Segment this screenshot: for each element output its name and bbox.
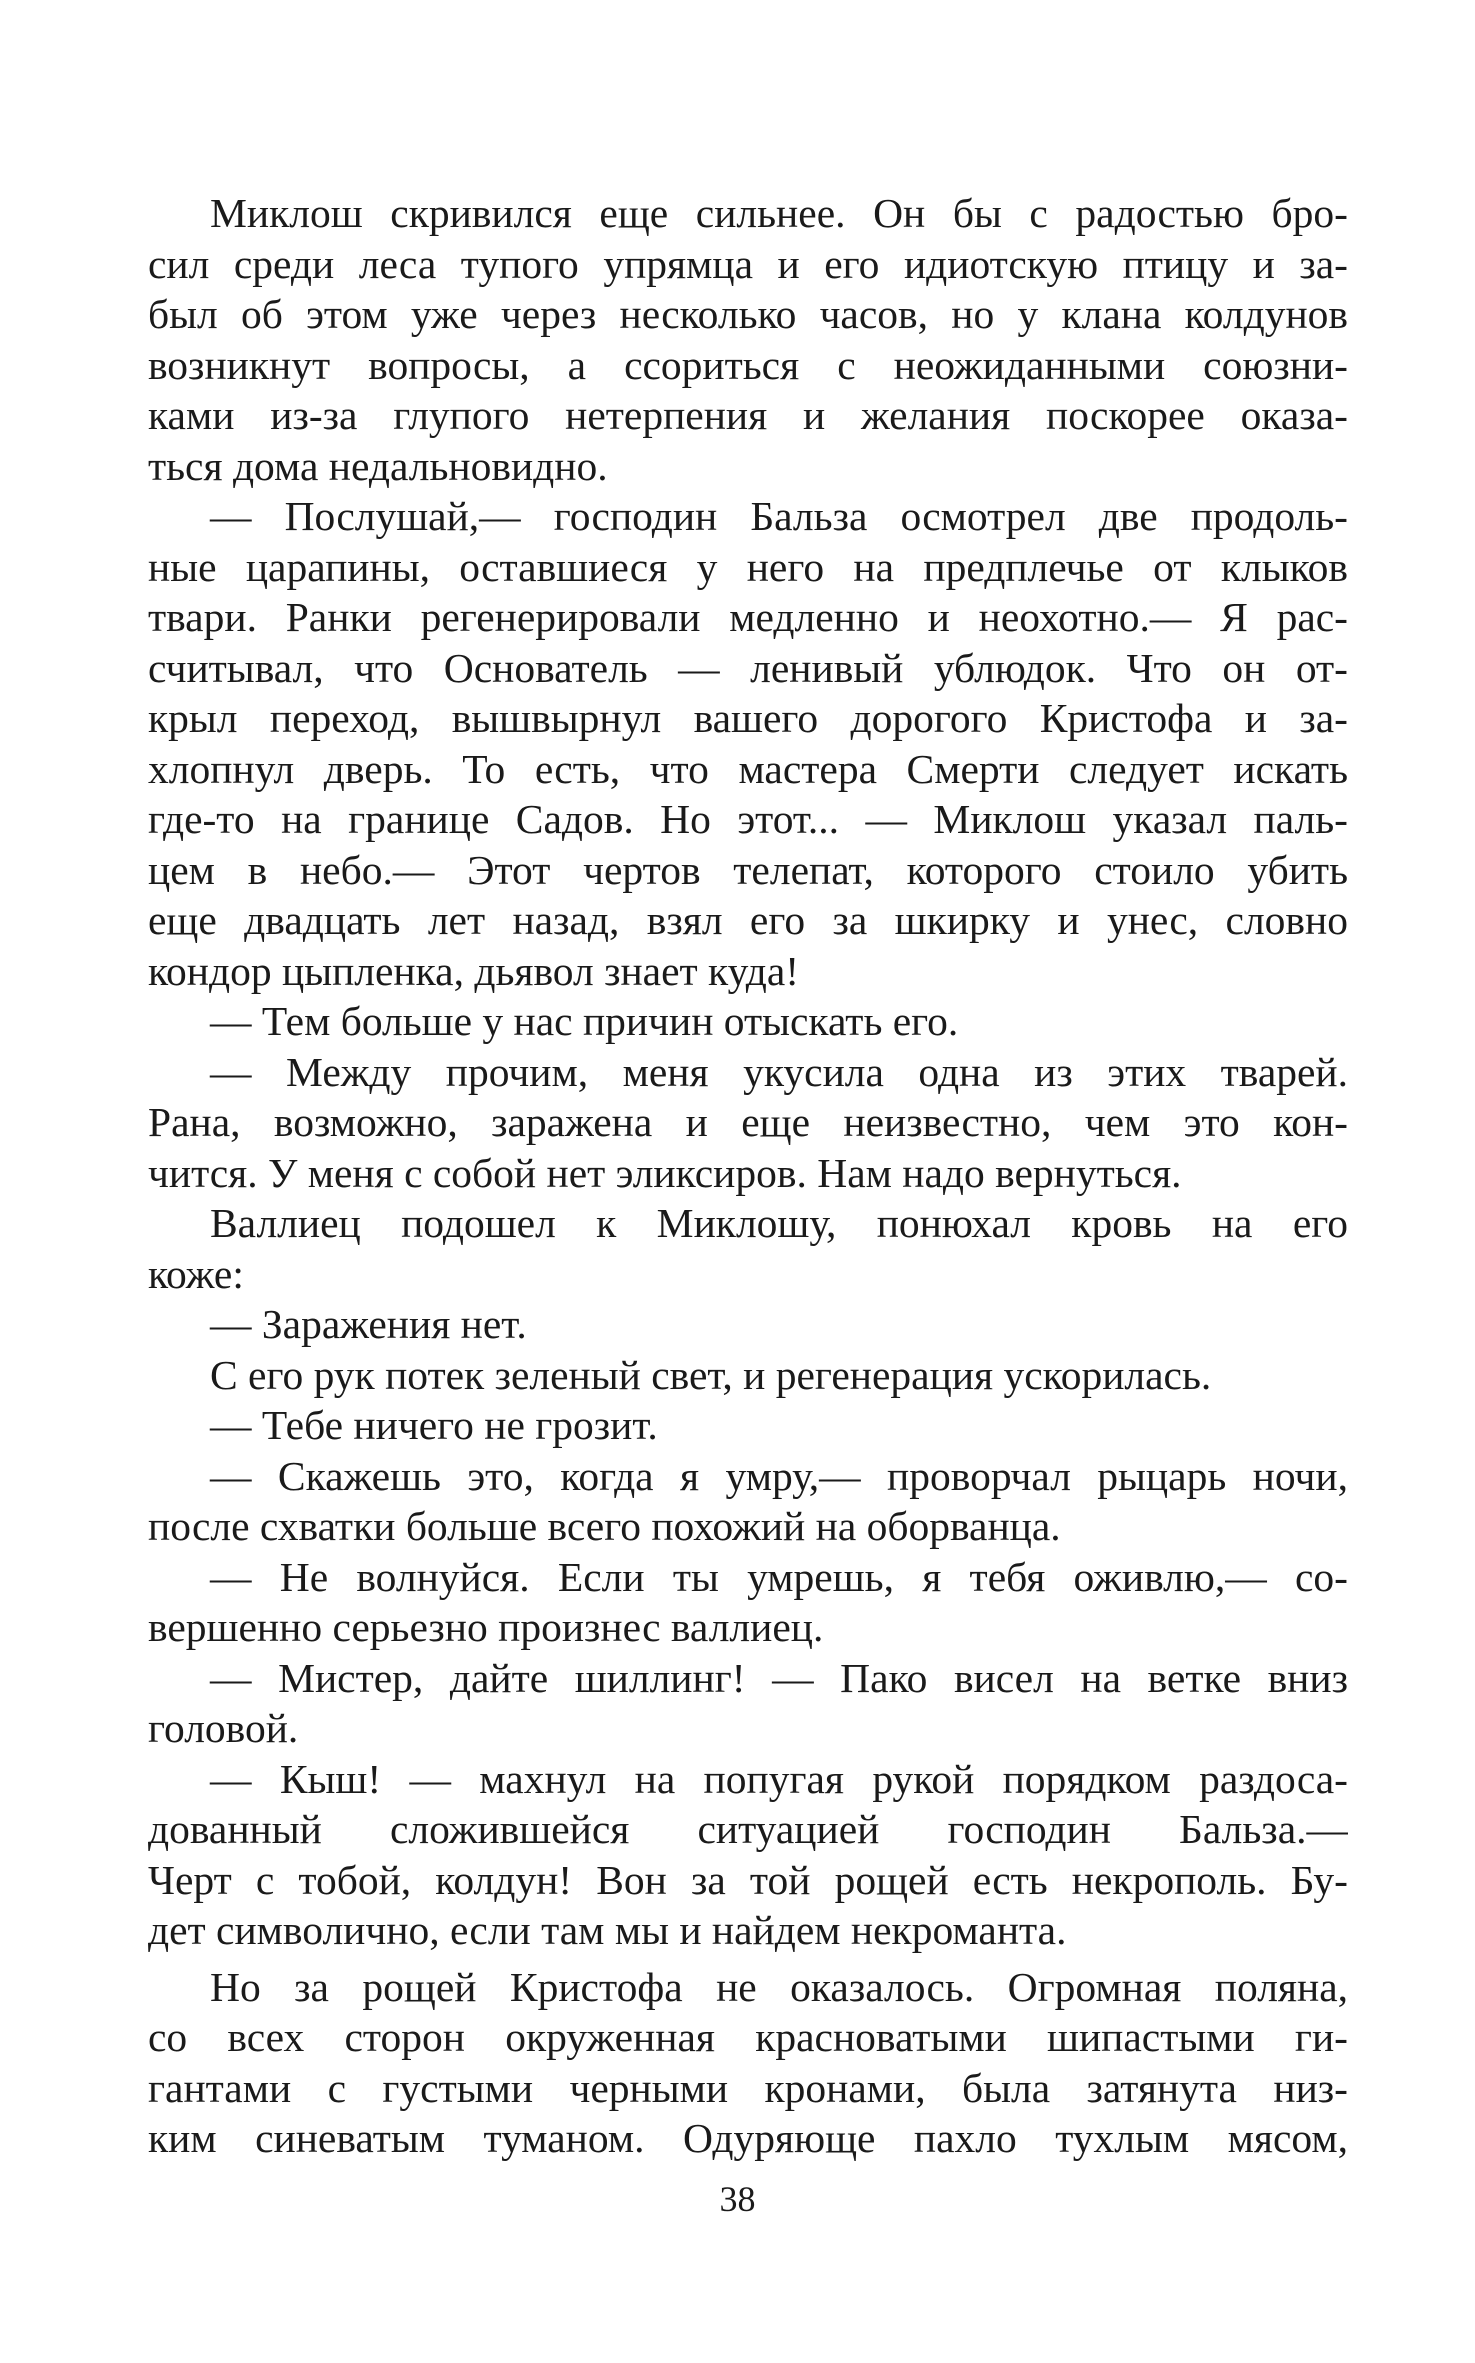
text-line: С его рук потек зеленый свет, и регенерация ускорилась. [210, 1351, 1212, 1398]
page-text [148, 188, 1348, 2164]
text-line: — Между прочим, меня укусила одна из этих тварей. [210, 1048, 1348, 1095]
text-line: со всех сторон окруженная красноватыми шипастыми ги- [148, 2014, 1348, 2060]
text-line: головой. [148, 1705, 299, 1751]
text-line: гантами с густыми черными кронами, была затянута низ- [148, 2064, 1348, 2111]
text-line: ками из-за глупого нетерпения и желания поскорее оказа- [148, 392, 1348, 438]
text-line: чится. У меня с собой нет эликсиров. Нам надо вернуться. [148, 1149, 1182, 1196]
text-line: — Послушай,— господин Бальза осмотрел две продоль- [210, 493, 1348, 539]
text-line: Миклош скривился еще сильнее. Он бы с радостью бро- [210, 190, 1348, 236]
text-line: кондор цыпленка, дьявол знает куда! [148, 947, 800, 994]
text-line: твари. Ранки регенерировали медленно и неохотно.— Я рас- [148, 594, 1348, 640]
text-line: дованный сложившейся ситуацией господин Бальза.— [148, 1806, 1348, 1852]
text-line: крыл переход, вышвырнул вашего дорогого Кристофа и за- [148, 695, 1348, 741]
text-line: хлопнул дверь. То есть, что мастера Смерти следует искать [148, 745, 1348, 792]
text-line: — Кыш! — махнул на попугая рукой порядком раздоса- [210, 1755, 1348, 1802]
text-line: — Скажешь это, когда я умру,— проворчал рыцарь ночи, [210, 1452, 1348, 1499]
text-line: коже: [148, 1250, 244, 1297]
text-line: ться дома недальновидно. [148, 442, 608, 489]
text-line: сил среди леса тупого упрямца и его идиотскую птицу и за- [148, 240, 1348, 287]
text-line: Валлиец подошел к Миклошу, понюхал кровь на его [210, 1200, 1348, 1246]
text-line: ные царапины, оставшиеся у него на предплечье от клыков [148, 543, 1348, 590]
text-line: — Не волнуйся. Если ты умрешь, я тебя оживлю,— со- [210, 1553, 1348, 1600]
text-line: — Тебе ничего не грозит. [210, 1402, 658, 1448]
text-line: был об этом уже через несколько часов, но у клана колдунов [148, 291, 1348, 337]
text-line: ким синеватым туманом. Одуряюще пахло тухлым мясом, [148, 2115, 1348, 2161]
text-line: — Тем больше у нас причин отыскать его. [210, 998, 959, 1044]
text-line: где-то на границе Садов. Но этот... — Миклош указал паль- [148, 796, 1348, 842]
text-line: Но за рощей Кристофа не оказалось. Огромная поляна, [210, 1963, 1348, 2010]
text-line: — Мистер, дайте шиллинг! — Пако висел на ветке вниз [210, 1654, 1348, 1701]
text-line: Черт с тобой, колдун! Вон за той рощей есть некрополь. Бу- [148, 1856, 1348, 1903]
text-line: — Заражения нет. [210, 1301, 527, 1347]
text-line: после схватки больше всего похожий на оборванца. [148, 1503, 1061, 1549]
page-number: 38 [719, 2179, 756, 2219]
text-line: Рана, возможно, заражена и еще неизвестно, чем это кон- [148, 1099, 1348, 1145]
text-line: цем в небо.— Этот чертов телепат, которого стоило убить [148, 846, 1348, 893]
text-line: вершенно серьезно произнес валлиец. [148, 1604, 824, 1650]
text-line: еще двадцать лет назад, взял его за шкирку и унес, словно [148, 897, 1348, 943]
text-line: считывал, что Основатель — ленивый ублюдок. Что он от- [148, 644, 1348, 691]
text-line: дет символично, если там мы и найдем некроманта. [148, 1907, 1067, 1953]
text-line: возникнут вопросы, а ссориться с неожиданными союзни- [148, 341, 1348, 388]
